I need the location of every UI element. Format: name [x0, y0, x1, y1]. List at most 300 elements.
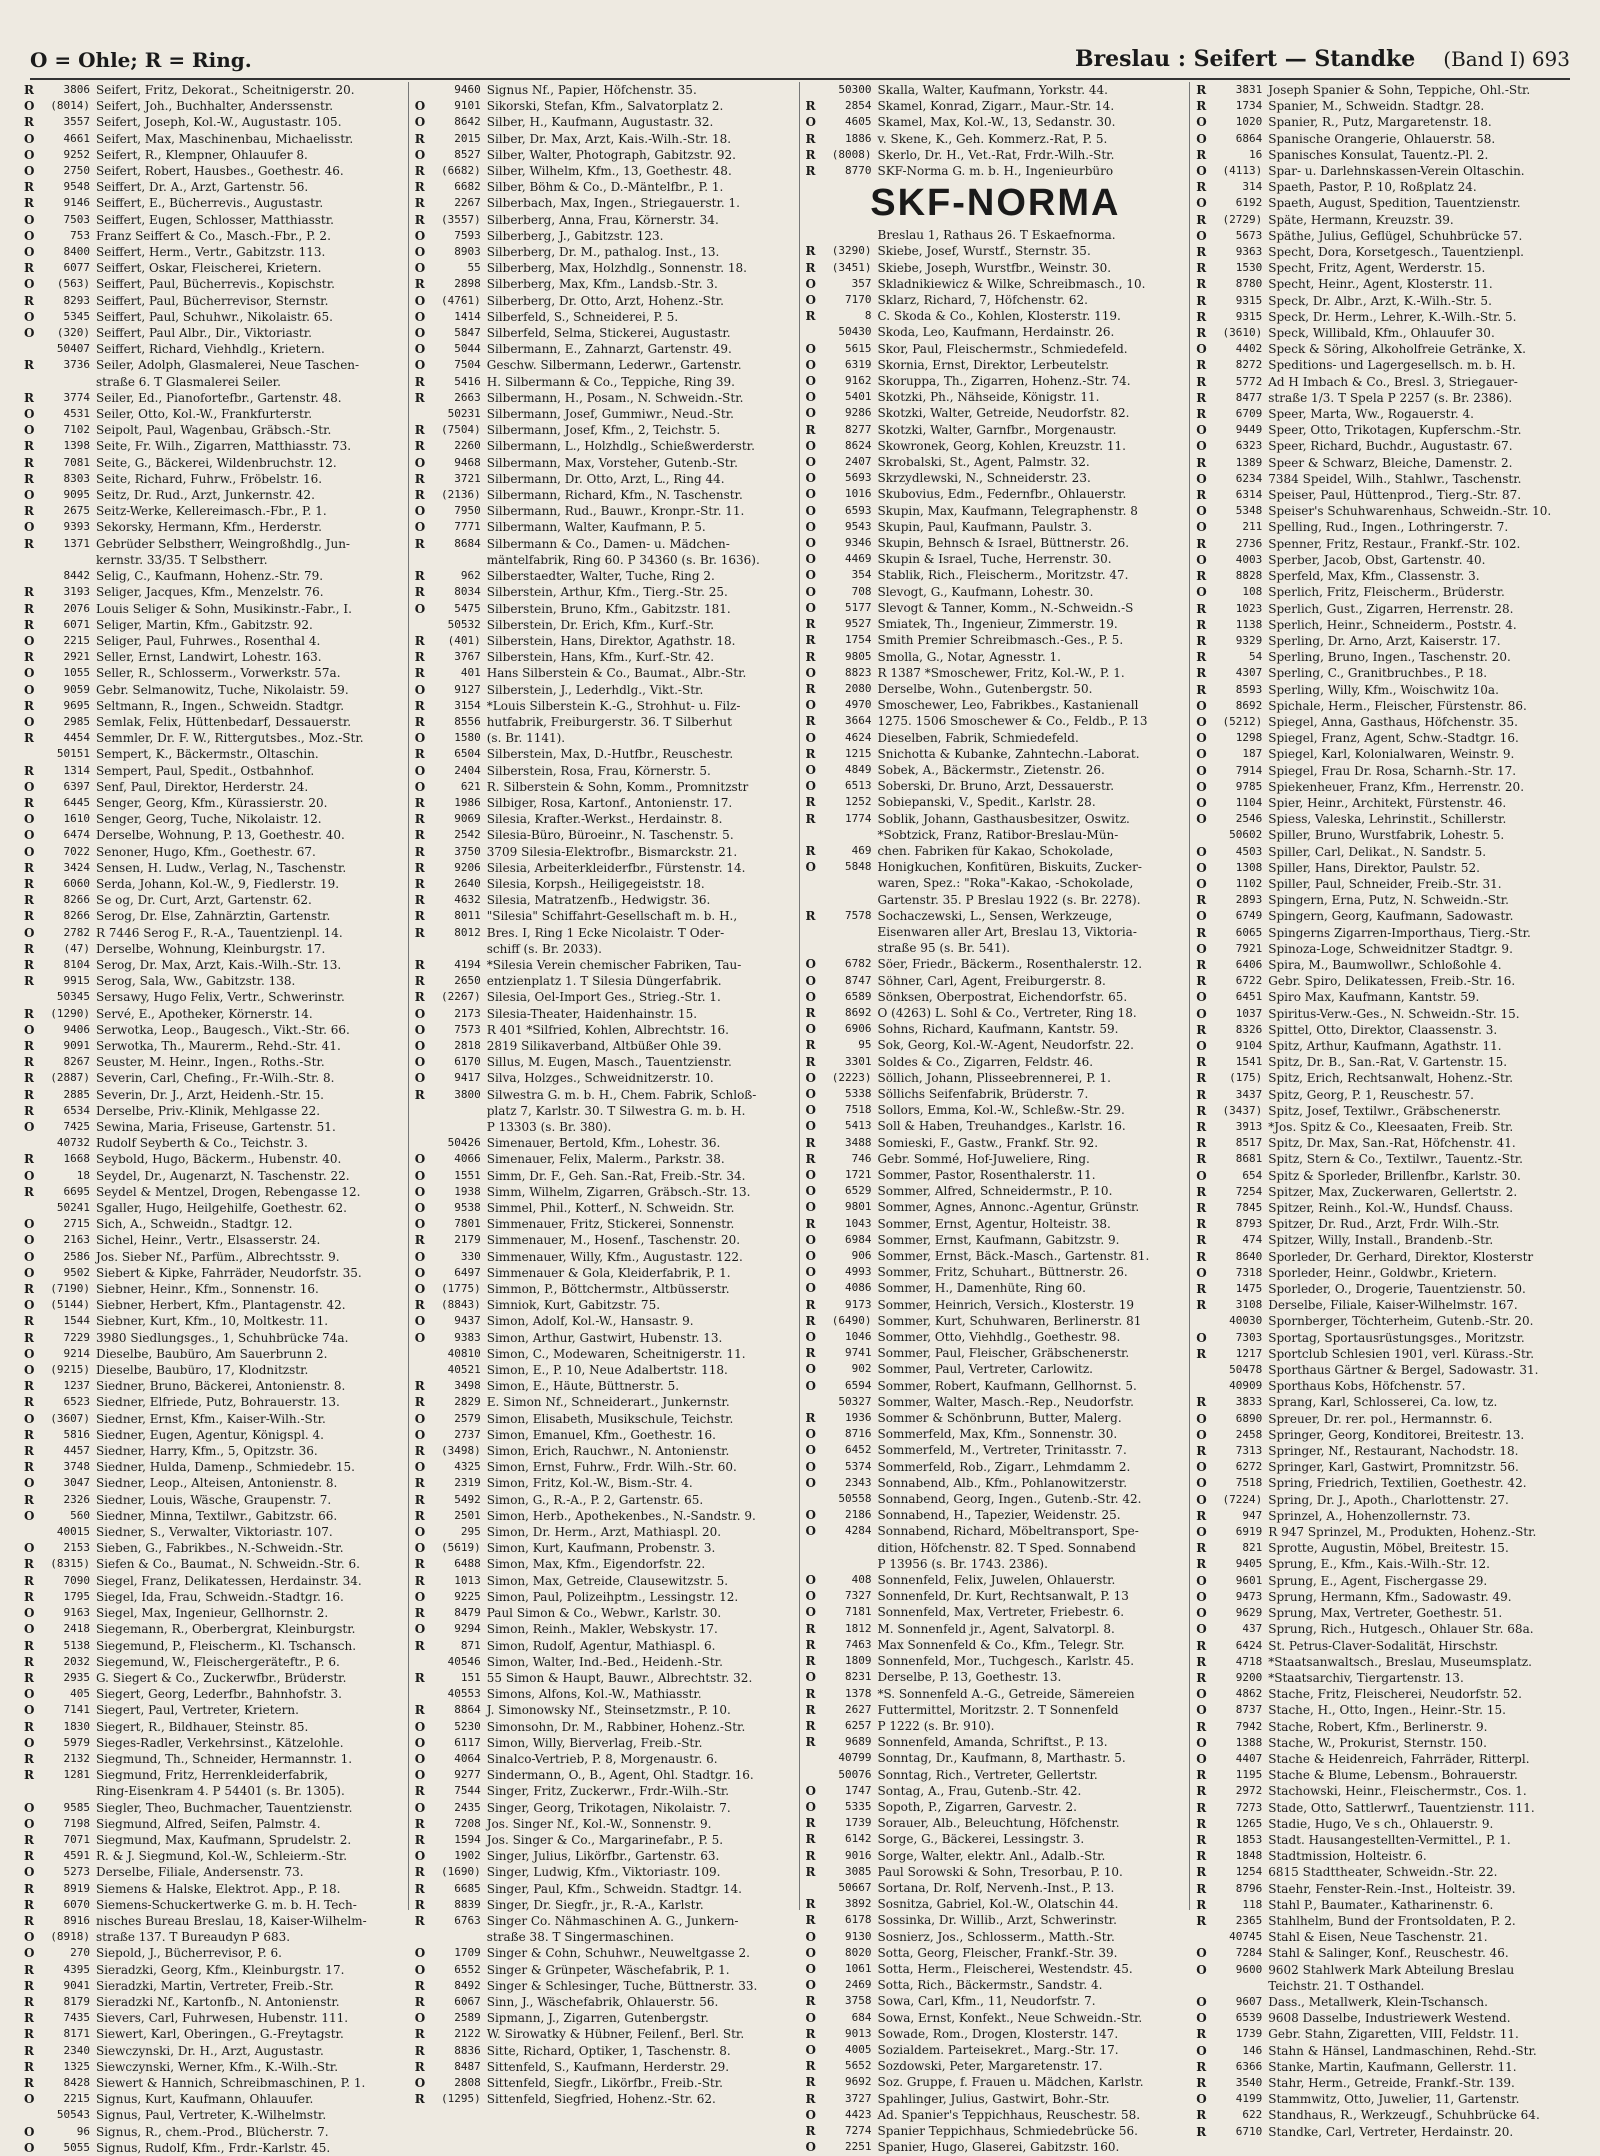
- exchange-code: R: [805, 1897, 816, 1912]
- directory-entry: [1196, 908, 1576, 924]
- phone-number: 6594: [845, 1378, 872, 1392]
- phone-number: 2458: [1235, 1427, 1263, 1441]
- entry-text: Teichstr. 21. T Osthandel.: [1268, 1978, 1425, 1993]
- exchange-code: R: [414, 925, 425, 940]
- directory-entry: [24, 1686, 404, 1702]
- directory-entry: [24, 1362, 404, 1378]
- phone-number: 1812: [845, 1621, 872, 1635]
- exchange-code: O: [24, 2140, 35, 2155]
- phone-number: 55: [467, 261, 481, 275]
- phone-number: 1043: [845, 1216, 872, 1230]
- entry-text: Silberberg, Anna, Frau, Körnerstr. 34.: [486, 212, 719, 227]
- exchange-code: O: [24, 309, 35, 324]
- phone-number: 2935: [63, 1670, 90, 1684]
- directory-entry: [806, 438, 1186, 454]
- phone-number: (4761): [441, 293, 481, 307]
- exchange-code: R: [24, 731, 34, 746]
- exchange-code: R: [805, 309, 816, 324]
- directory-entry: [806, 1151, 1186, 1167]
- phone-number: 5693: [845, 471, 872, 485]
- directory-entry: [24, 1168, 404, 1184]
- directory-entry: [415, 1297, 795, 1313]
- entry-text: Simon, Walter, Ind.-Bed., Heidenh.-Str.: [486, 1654, 723, 1669]
- entry-text: Seydel, Dr., Augenarzt, N. Taschenstr. 22.: [96, 1168, 350, 1183]
- entry-text: Soberski, Dr. Bruno, Arzt, Dessauerstr.: [877, 779, 1115, 794]
- directory-entry: [1196, 1135, 1576, 1151]
- directory-entry: [415, 1556, 795, 1572]
- directory-entry: [1196, 617, 1576, 633]
- phone-number: 6695: [63, 1184, 90, 1198]
- phone-number: 314: [1242, 180, 1263, 194]
- entry-text: Söllichs Seifenfabrik, Brüderstr. 7.: [877, 1086, 1089, 1101]
- entry-text: Skotzki, Ph., Nähseide, Königstr. 11.: [877, 390, 1100, 405]
- phone-number: 8793: [1235, 1217, 1263, 1231]
- entry-text: Rudolf Seyberth & Co., Teichstr. 3.: [96, 1136, 308, 1151]
- entry-text: Siedner, Harry, Kfm., 5, Opitzstr. 36.: [96, 1444, 318, 1459]
- directory-entry: [1196, 844, 1576, 860]
- entry-text: Sommer, Heinrich, Versich., Klosterstr. 19: [877, 1297, 1135, 1312]
- directory-entry: [1196, 1556, 1576, 1572]
- exchange-code: O: [805, 973, 816, 988]
- entry-text: Derselbe, Filiale, Kaiser-Wilhelmstr. 167.: [1268, 1298, 1518, 1313]
- directory-entry: [24, 682, 404, 698]
- entry-text: Sporthaus Kobs, Höfchenstr. 57.: [1268, 1379, 1466, 1394]
- entry-text: Skor, Paul, Fleischermstr., Schmiedefeld.: [877, 341, 1128, 356]
- entry-text: Sohns, Richard, Kaufmann, Kantstr. 59.: [877, 1022, 1119, 1037]
- directory-entry: [24, 1346, 404, 1362]
- directory-entry: [806, 324, 1186, 340]
- exchange-code: [415, 1654, 429, 1670]
- entry-text: Seiffert, Paul, Bücherrevis., Kopischstr.: [96, 277, 335, 292]
- directory-entry: [415, 1589, 795, 1605]
- directory-entry: [1196, 584, 1576, 600]
- phone-number: 2921: [63, 650, 90, 664]
- phone-number: 8034: [454, 585, 481, 599]
- phone-number: 7503: [63, 212, 90, 226]
- exchange-code: O: [805, 1330, 816, 1345]
- directory-entry: [1196, 746, 1576, 762]
- phone-number: 5772: [1235, 374, 1263, 388]
- entry-text: Spanier, Hugo, Glaserei, Gabitzstr. 160.: [877, 2140, 1120, 2155]
- entry-text: Söer, Friedr., Bäckerm., Rosenthalerstr. 12.: [877, 957, 1143, 972]
- phone-number: 9163: [63, 1606, 90, 1620]
- directory-entry: [415, 1006, 795, 1022]
- directory-entry: [1196, 1087, 1576, 1103]
- directory-entry: [24, 1605, 404, 1621]
- phone-number: 3748: [63, 1460, 90, 1474]
- phone-number: 7229: [63, 1330, 90, 1344]
- phone-number: 6534: [63, 1103, 90, 1117]
- phone-number: 6060: [63, 876, 90, 890]
- exchange-code: R: [805, 1864, 816, 1879]
- directory-entry: [415, 1151, 795, 1167]
- entry-text: Sommer, Ernst, Kaufmann, Gabitzstr. 9.: [877, 1232, 1120, 1247]
- exchange-code: R: [414, 1087, 425, 1102]
- phone-number: 962: [460, 569, 481, 583]
- directory-entry: [415, 1038, 795, 1054]
- phone-number: (2887): [50, 1071, 90, 1085]
- phone-number: 3154: [454, 698, 481, 712]
- phone-number: 9460: [454, 83, 481, 96]
- phone-number: 8231: [845, 1670, 872, 1684]
- entry-text: Stahl P., Baumater., Katharinenstr. 6.: [1268, 1897, 1494, 1912]
- directory-entry: [806, 1329, 1186, 1345]
- directory-entry: [24, 276, 404, 292]
- phone-number: 9069: [454, 812, 481, 826]
- entry-text: Spiller, Bruno, Wurstfabrik, Lohestr. 5.: [1268, 828, 1505, 843]
- directory-entry: [1196, 2010, 1576, 2026]
- entry-text: v. Skene, K., Geh. Kommerz.-Rat, P. 5.: [877, 131, 1108, 146]
- directory-entry: [415, 2043, 795, 2059]
- entry-text: 9608 Dasselbe, Industriewerk Westend.: [1268, 2011, 1511, 2026]
- directory-entry: [806, 1086, 1186, 1102]
- entry-text: Paul Simon & Co., Webwr., Karlstr. 30.: [486, 1606, 722, 1621]
- exchange-code: R: [414, 1897, 425, 1912]
- directory-entry: [24, 309, 404, 325]
- directory-entry: [806, 1361, 1186, 1377]
- entry-text: Sortana, Dr. Rolf, Nervenh.-Inst., P. 13.: [877, 1880, 1115, 1895]
- exchange-code: [806, 1750, 820, 1766]
- exchange-code: O: [24, 925, 35, 940]
- entry-text: Siegert, R., Bildhauer, Steinstr. 85.: [96, 1719, 309, 1734]
- exchange-code: R: [414, 164, 425, 179]
- entry-text: Skrzydlewski, N., Schneiderstr. 23.: [877, 471, 1091, 486]
- phone-number: 8737: [1235, 1703, 1263, 1717]
- phone-number: 6984: [845, 1232, 872, 1246]
- phone-number: 1254: [1235, 1865, 1263, 1879]
- phone-number: 6497: [454, 1265, 481, 1279]
- directory-entry: [24, 212, 404, 228]
- exchange-code: R: [1196, 1444, 1207, 1459]
- phone-number: 1886: [845, 131, 872, 145]
- directory-entry: [415, 2091, 795, 2107]
- directory-entry: [1196, 876, 1576, 892]
- entry-text: Skrobalski, St., Agent, Palmstr. 32.: [877, 455, 1090, 470]
- entry-text: Signus Nf., Papier, Höfchenstr. 35.: [486, 83, 697, 97]
- entry-text: Sprung, Rich., Hutgesch., Ohlauer Str. 68a.: [1268, 1622, 1534, 1637]
- phone-number: 1986: [454, 795, 481, 809]
- entry-text: Spira, M., Baumwollwr., Schloßohle 4.: [1268, 957, 1502, 972]
- entry-text: Sprung, E., Kfm., Kais.-Wilh.-Str. 12.: [1268, 1557, 1490, 1572]
- phone-number: 1217: [1235, 1346, 1263, 1360]
- phone-number: 8692: [845, 1005, 872, 1019]
- exchange-code: O: [414, 731, 426, 746]
- exchange-code: R: [414, 390, 425, 405]
- directory-entry: [415, 1184, 795, 1200]
- directory-entry: [806, 551, 1186, 567]
- exchange-code: R: [1196, 1087, 1207, 1102]
- entry-text: Specht, Fritz, Agent, Werderstr. 15.: [1268, 261, 1486, 276]
- entry-text: Sozdowski, Peter, Margaretenstr. 17.: [877, 2059, 1103, 2074]
- phone-number: 1104: [1235, 795, 1263, 809]
- exchange-code: R: [414, 1444, 425, 1459]
- directory-entry: [1196, 536, 1576, 552]
- phone-number: 4993: [845, 1265, 872, 1279]
- entry-text: Siemens-Schuckertwerke G. m. b. H. Tech-: [96, 1897, 357, 1912]
- entry-text: Späthe, Julius, Geflügel, Schuhbrücke 57.: [1268, 228, 1523, 243]
- entry-text: Siebner, Heinr., Kfm., Sonnenstr. 16.: [96, 1282, 319, 1297]
- directory-entry: [1196, 1735, 1576, 1751]
- entry-text: Simon, C., Modewaren, Scheitnigerstr. 11.: [486, 1346, 746, 1361]
- entry-text: Silesia, Krafter.-Werkst., Herdainstr. 8.: [486, 812, 723, 827]
- exchange-code: O: [414, 1265, 426, 1280]
- entry-text: Skiebe, Joseph, Wurstfbr., Weinstr. 30.: [877, 260, 1112, 275]
- directory-entry: [806, 357, 1186, 373]
- exchange-code: O: [805, 1070, 816, 1085]
- directory-entry: [415, 1378, 795, 1394]
- phone-number: 2972: [1235, 1784, 1263, 1798]
- directory-entry: [1196, 860, 1576, 876]
- exchange-code: R: [24, 1038, 34, 1053]
- phone-number: 9346: [845, 536, 872, 550]
- phone-number: 8836: [454, 2043, 481, 2057]
- entry-text: Sindermann, O., B., Agent, Ohl. Stadtgr. 16.: [486, 1768, 754, 1783]
- phone-number: (7224): [1222, 1492, 1263, 1506]
- phone-number: 4718: [1235, 1654, 1263, 1668]
- exchange-code: O: [1196, 552, 1207, 567]
- directory-entry: [806, 308, 1186, 324]
- exchange-code: R: [805, 131, 816, 146]
- exchange-code: R: [24, 698, 34, 713]
- directory-entry: [1196, 406, 1576, 422]
- phone-number: 4454: [63, 731, 90, 745]
- exchange-code: O: [805, 374, 816, 389]
- phone-number: 437: [1242, 1622, 1263, 1636]
- directory-entry: [415, 406, 795, 422]
- phone-number: 2076: [63, 601, 90, 615]
- volume-page-number: (Band I) 693: [1443, 47, 1570, 71]
- directory-entry: [415, 1978, 795, 1994]
- exchange-code: R: [24, 1751, 34, 1766]
- directory-entry: [806, 1410, 1186, 1426]
- entry-text: Sonntag, Rich., Vertreter, Gellertstr.: [877, 1767, 1098, 1782]
- entry-text: H. Silbermann & Co., Teppiche, Ring 39.: [486, 374, 735, 389]
- entry-text: Sowade, Rom., Drogen, Klosterstr. 147.: [877, 2026, 1119, 2041]
- exchange-code: R: [1196, 2108, 1207, 2123]
- entry-text: Springer, Nf., Restaurant, Nachodstr. 18.: [1268, 1444, 1519, 1459]
- entry-text: Silber, Dr. Max, Arzt, Kais.-Wilh.-Str. 18.: [486, 131, 732, 146]
- directory-entry: [415, 1524, 795, 1540]
- entry-text: Sommer, Ernst, Bäck.-Masch., Gartenstr. 81.: [877, 1249, 1150, 1264]
- directory-entry: [1196, 1913, 1576, 1929]
- directory-entry: [806, 1378, 1186, 1394]
- entry-text: Spitzer, Max, Zuckerwaren, Gellertstr. 2.: [1268, 1184, 1518, 1199]
- entry-text: Spitz, Georg, P. 1, Reuschestr. 57.: [1268, 1087, 1474, 1102]
- entry-text: Spiller, Paul, Schneider, Freib.-Str. 31.: [1268, 876, 1502, 891]
- phone-number: 8684: [454, 536, 481, 550]
- exchange-code: R: [24, 180, 34, 195]
- exchange-code: R: [1196, 601, 1207, 616]
- entry-text: Silberberg, Dr. M., pathalog. Inst., 13.: [486, 245, 720, 260]
- entry-text: 6815 Stadttheater, Schweidn.-Str. 22.: [1268, 1865, 1498, 1880]
- phone-number: 8479: [454, 1606, 481, 1620]
- exchange-code: [415, 1346, 429, 1362]
- exchange-code: R: [1196, 358, 1207, 373]
- exchange-code: O: [805, 1249, 816, 1264]
- directory-entry: [415, 487, 795, 503]
- entry-text: Speck, Willibald, Kfm., Ohlauufer 30.: [1268, 326, 1495, 341]
- directory-entry: [806, 989, 1186, 1005]
- exchange-code: R: [1196, 1282, 1207, 1297]
- entry-text: Springer, Georg, Konditorei, Breitestr. 13.: [1268, 1427, 1525, 1442]
- phone-number: 50426: [447, 1136, 481, 1150]
- phone-number: 9473: [1235, 1589, 1263, 1603]
- phone-number: 8747: [845, 973, 872, 987]
- exchange-code: R: [1196, 293, 1207, 308]
- exchange-code: O: [24, 245, 35, 260]
- entry-text: Silberfeld, S., Schneiderei, P. 5.: [486, 309, 679, 324]
- phone-number: 8828: [1235, 569, 1263, 583]
- phone-number: 9468: [454, 455, 481, 469]
- directory-entry: [415, 989, 795, 1005]
- exchange-code: R: [414, 1881, 425, 1896]
- directory-entry: [806, 1037, 1186, 1053]
- directory-entry: [1196, 827, 1576, 843]
- exchange-code: O: [805, 1443, 816, 1458]
- directory-entry: [1196, 293, 1576, 309]
- entry-text: Spanier Teppichhaus, Schmiedebrücke 56.: [877, 2123, 1138, 2138]
- entry-text: Simm, Wilhelm, Zigarren, Gräbsch.-Str. 13.: [486, 1184, 751, 1199]
- exchange-code: O: [1196, 990, 1207, 1005]
- exchange-code: R: [1196, 666, 1207, 681]
- entry-text: Sonnabend, Richard, Möbeltransport, Spe-: [877, 1524, 1139, 1539]
- phone-number: 330: [460, 1249, 481, 1263]
- exchange-code: R: [1196, 390, 1207, 405]
- exchange-code: O: [1196, 1476, 1207, 1491]
- exchange-code: R: [805, 1686, 816, 1701]
- entry-text: Sollors, Emma, Kol.-W., Schleßw.-Str. 29.: [877, 1103, 1125, 1118]
- entry-text: 1275. 1506 Smoschewer & Co., Feldb., P. 13: [877, 714, 1148, 729]
- entry-text: *Louis Silberstein K.-G., Strohhut- u. Filz-: [486, 698, 741, 713]
- directory-entry: [1196, 1168, 1576, 1184]
- phone-number: 1281: [63, 1768, 90, 1782]
- entry-text: Stade, Otto, Sattlerwrf., Tauentzienstr. 111.: [1268, 1800, 1535, 1815]
- entry-text: Speck, Dr. Herm., Lehrer, K.-Wilh.-Str. 5.: [1268, 309, 1517, 324]
- entry-text: M. Sonnenfeld jr., Agent, Salvatorpl. 8.: [877, 1621, 1115, 1636]
- phone-number: 8780: [1235, 277, 1263, 291]
- listing-column-4: [1196, 82, 1580, 2139]
- directory-entry: [24, 1330, 404, 1346]
- directory-entry: [1196, 1006, 1576, 1022]
- entry-text: Seite, G., Bäckerei, Wildenbruchstr. 12.: [96, 455, 337, 470]
- directory-entry: [24, 2010, 404, 2026]
- entry-text: straße 95 (s. Br. 541).: [877, 941, 1011, 956]
- phone-number: 6523: [63, 1395, 90, 1409]
- entry-text: Siedner, Minna, Textilwr., Gabitzstr. 66.: [96, 1508, 338, 1523]
- phone-number: 3664: [845, 714, 872, 728]
- entry-text: Senf, Paul, Direktor, Herderstr. 24.: [96, 779, 309, 794]
- exchange-code: O: [24, 1703, 35, 1718]
- exchange-code: O: [1196, 1330, 1207, 1345]
- phone-number: 4624: [845, 730, 872, 744]
- phone-number: 6424: [1235, 1638, 1263, 1652]
- phone-number: 9543: [845, 519, 872, 533]
- exchange-code: O: [414, 1249, 426, 1264]
- phone-number: 9225: [454, 1589, 481, 1603]
- directory-entry: [1196, 1232, 1576, 1248]
- phone-number: 6451: [1235, 990, 1263, 1004]
- exchange-code: [1196, 1313, 1210, 1329]
- phone-number: 4402: [1235, 342, 1263, 356]
- phone-number: 5338: [845, 1086, 872, 1100]
- exchange-code: R: [414, 828, 425, 843]
- phone-number: 9741: [845, 1346, 872, 1360]
- phone-number: 50558: [838, 1492, 872, 1506]
- entry-text: Seiffert, E., Bücherrevis., Augustastr.: [96, 196, 324, 211]
- entry-text: Serog, Dr. Else, Zahnärztin, Gartenstr.: [96, 909, 331, 924]
- entry-text: Simons, Alfons, Kol.-W., Mathiasstr.: [486, 1687, 702, 1702]
- directory-entry: [1196, 390, 1576, 406]
- phone-number: 560: [70, 1508, 90, 1522]
- exchange-code: [1196, 1929, 1210, 1945]
- exchange-code: O: [24, 1265, 35, 1280]
- phone-number: 3108: [1235, 1298, 1263, 1312]
- exchange-code: R: [24, 1670, 34, 1685]
- entry-text: Sommer, Fritz, Schuhart., Büttnerstr. 26.: [877, 1265, 1128, 1280]
- phone-number: 7313: [1235, 1444, 1263, 1458]
- phone-number: 8517: [1235, 1136, 1263, 1150]
- entry-text: Silberstein, J., Lederhdlg., Vikt.-Str.: [486, 682, 704, 697]
- phone-number: 5374: [845, 1459, 872, 1473]
- directory-entry: [24, 1378, 404, 1394]
- entry-text: Sitte, Richard, Optiker, 1, Taschenstr. 8.: [486, 2043, 731, 2058]
- phone-number: 1252: [845, 795, 872, 809]
- directory-entry: [806, 2010, 1186, 2026]
- exchange-code: O: [1196, 1265, 1207, 1280]
- phone-number: 3892: [845, 1897, 872, 1911]
- phone-number: 6552: [454, 1962, 481, 1976]
- exchange-code: R: [24, 1589, 34, 1604]
- phone-number: 8593: [1235, 682, 1263, 696]
- entry-text: Skoda, Leo, Kaufmann, Herdainstr. 26.: [877, 325, 1115, 340]
- exchange-code: R: [24, 1994, 34, 2009]
- entry-text: Louis Seliger & Sohn, Musikinstr.-Fabr., I.: [96, 601, 352, 616]
- phone-number: 7274: [845, 2123, 872, 2137]
- entry-text: Soblik, Johann, Gasthausbesitzer, Oswitz.: [877, 811, 1130, 826]
- exchange-code: O: [1196, 795, 1207, 810]
- directory-entry: [415, 1702, 795, 1718]
- phone-number: 7254: [1235, 1184, 1263, 1198]
- entry-text: Spahlinger, Julius, Gastwirt, Bohr.-Str.: [877, 2091, 1110, 2106]
- phone-number: 50241: [56, 1201, 90, 1215]
- directory-entry: [415, 1573, 795, 1589]
- directory-entry: [806, 454, 1186, 470]
- phone-number: 6397: [63, 779, 90, 793]
- entry-text: Skiebe, Josef, Wurstf., Sternstr. 35.: [877, 244, 1091, 259]
- phone-number: (6682): [441, 164, 481, 178]
- directory-entry: [24, 1151, 404, 1167]
- phone-number: 1023: [1235, 601, 1263, 615]
- phone-number: 18: [76, 1168, 90, 1182]
- entry-text: Sperling, Dr. Arno, Arzt, Kaiserstr. 17.: [1268, 633, 1501, 648]
- phone-number: 4970: [845, 698, 872, 712]
- phone-number: 8919: [63, 1881, 90, 1895]
- entry-text: Seydel & Mentzel, Drogen, Rebengasse 12.: [96, 1184, 361, 1199]
- exchange-code: O: [1196, 1411, 1207, 1426]
- exchange-code: R: [414, 1913, 425, 1928]
- directory-entry: [24, 2059, 404, 2075]
- exchange-code: R: [1196, 1784, 1207, 1799]
- phone-number: 1314: [63, 763, 90, 777]
- entry-text: Simon, Dr. Herm., Arzt, Mathiaspl. 20.: [486, 1525, 722, 1540]
- phone-number: 1388: [1235, 1735, 1263, 1749]
- directory-entry: [806, 827, 1186, 843]
- phone-number: 2627: [845, 1702, 872, 1716]
- exchange-code: O: [414, 520, 426, 535]
- exchange-code: R: [24, 1962, 34, 1977]
- exchange-code: R: [805, 1054, 816, 1069]
- entry-text: Spiegel, Franz, Agent, Schw.-Stadtgr. 16.: [1268, 731, 1519, 746]
